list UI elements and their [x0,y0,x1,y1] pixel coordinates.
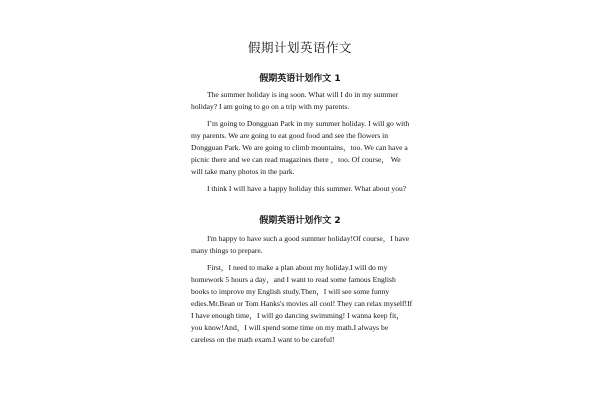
section-2-paragraph-1: I'm happy to have such a good summer holiday!Of course，I have many things to prepare. [191,234,410,255]
section-2-heading: 假期英语计划作文 2 [259,216,341,226]
section-2-paragraph-2: First，I need to make a plan about my holiday.I will do my homework 5 hours a day，and I want to read some famous English books to improve my English study.Then，I will see some funny edies.Mr.Bean or Tom Hanks's movies all cool! They can relax myself!If I have enough time，I will go dancing swimming! I wanna keep fit，you know!And，I will spend some time on my math.I always be careless on the math exam.I want to be careful! [191,263,413,344]
section-1-paragraph-2: I’m going to Dongguan Park in my summer holiday. I will go with my parents. We are going to eat good food and see the flowers in Dongguan Park. We are going to climb mountains，too. We can have a picnic there and we can read magazines there ，too. Of course， We will take many photos in the park. [191,119,410,176]
section-2-body [191,233,413,346]
section-1-paragraph-3: I think I will have a happy holiday this summer. What about you? [207,184,407,193]
page-title: 假期计划英语作文 [247,40,352,55]
section-1-body [191,89,413,195]
section-1-paragraph-1: The summer holiday is ing soon. What will I do in my summer holiday? I am going to go on a trip with my parents. [191,90,399,111]
section-1-heading: 假期英语计划作文 1 [259,74,341,84]
